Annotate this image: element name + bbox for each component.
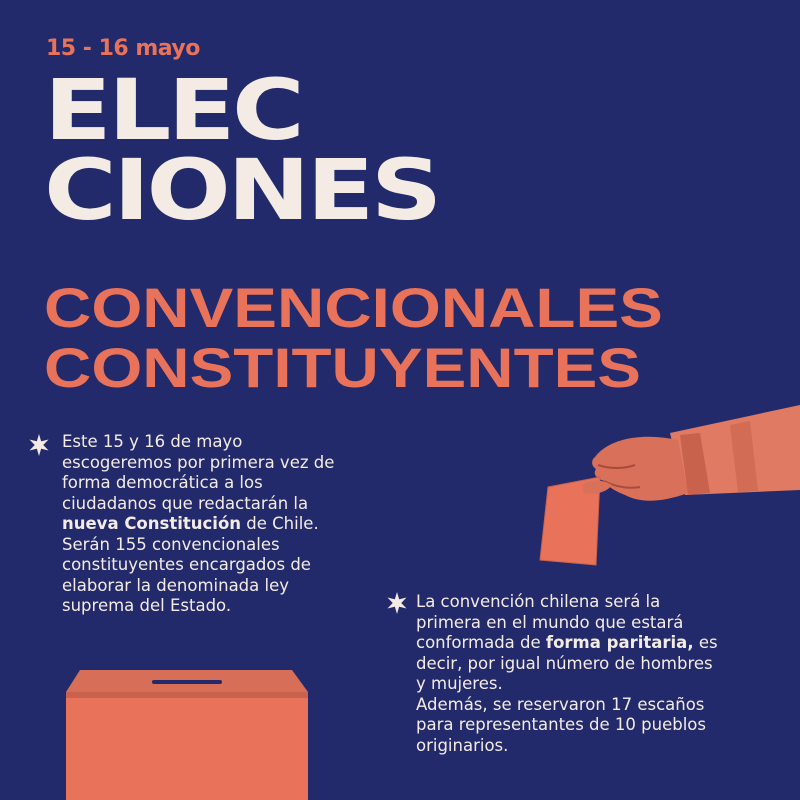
p2-line: primera en el mundo que estará — [416, 612, 684, 632]
hand-with-ballot-image — [520, 395, 800, 575]
p1-line-bold-row — [62, 514, 382, 535]
p2-line-bold-row — [416, 633, 776, 654]
p1-line: forma democrática a los — [62, 473, 263, 492]
p2-pre-bold: conformada de — [416, 633, 546, 652]
p1-line: escogeremos por primera vez de — [62, 452, 335, 472]
paragraph-election-info — [62, 432, 382, 617]
p2-line: para representantes de 10 pueblos — [416, 715, 706, 734]
p1-line: constituyentes encargados de — [62, 555, 311, 574]
p2-line: Además, se reservaron 17 escaños — [416, 694, 705, 714]
subtitle-line-1: CONVENCIONALES — [44, 276, 663, 339]
p1-after-bold: de Chile. — [241, 514, 319, 533]
p2-line: La convención chilena será la — [416, 592, 661, 611]
election-date: 15 - 16 mayo — [46, 36, 200, 61]
p1-line: Este 15 y 16 de mayo — [62, 432, 243, 451]
p1-bold-text: nueva Constitución — [62, 514, 242, 533]
title-line-2: CIONES — [44, 141, 439, 239]
title-line-1: ELEC — [44, 61, 302, 159]
p1-line: suprema del Estado. — [62, 596, 232, 615]
ballot-box-image — [60, 670, 320, 800]
p2-line: y mujeres. — [416, 674, 503, 693]
p1-line: Serán 155 convencionales — [62, 534, 280, 554]
asterisk-star-icon — [28, 434, 50, 456]
p1-line: elaborar la denominada ley — [62, 575, 290, 595]
p2-line: originarios. — [416, 735, 509, 755]
asterisk-star-icon — [386, 592, 408, 614]
p1-line: ciudadanos que redactarán la — [62, 493, 309, 513]
p2-line: decir, por igual número de hombres — [416, 653, 713, 673]
subtitle-line-2: CONSTITUYENTES — [44, 336, 642, 399]
p2-bold-text: forma paritaria, — [545, 633, 694, 652]
paragraph-parity-info — [416, 592, 776, 756]
p2-post-bold: es — [693, 633, 718, 652]
